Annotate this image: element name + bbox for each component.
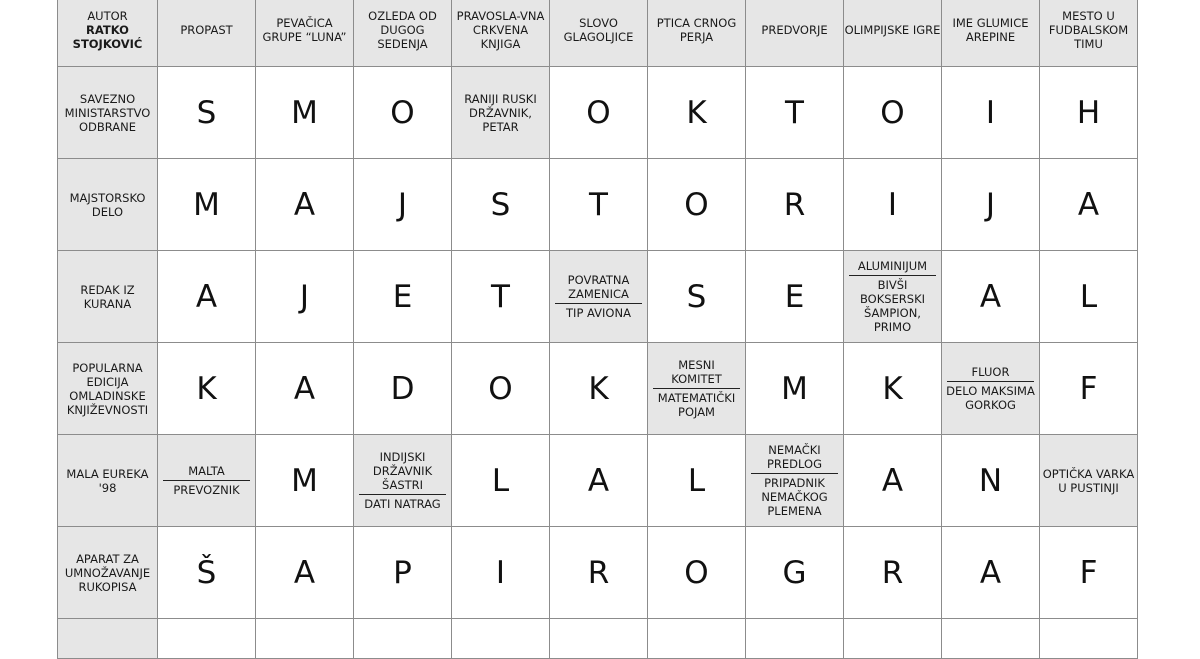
answer-cell[interactable]: A: [158, 251, 256, 343]
answer-cell[interactable]: [942, 619, 1040, 659]
answer-cell[interactable]: I: [942, 67, 1040, 159]
inline-clue-cell: RANIJI RUSKI DRŽAVNIK, PETAR: [452, 67, 550, 159]
grid-row: [58, 343, 1138, 435]
answer-cell[interactable]: [158, 619, 256, 659]
crossword-grid: [57, 0, 1138, 659]
column-clue: MESTO U FUDBALSKOM TIMU: [1040, 0, 1138, 67]
answer-cell[interactable]: K: [844, 343, 942, 435]
answer-cell[interactable]: A: [256, 159, 354, 251]
answer-cell[interactable]: [256, 619, 354, 659]
split-clue-cell: [158, 435, 256, 527]
split-clue-cell: [942, 343, 1040, 435]
row-clue: MALA EUREKA '98: [58, 435, 158, 527]
answer-cell[interactable]: S: [452, 159, 550, 251]
answer-cell[interactable]: O: [354, 67, 452, 159]
grid-row: [58, 527, 1138, 619]
answer-cell[interactable]: K: [158, 343, 256, 435]
clue-across: INDIJSKI DRŽAVNIK ŠASTRI: [372, 450, 433, 492]
column-clue: IME GLUMICE AREPINE: [942, 0, 1040, 67]
clue-down: BIVŠI BOKSERSKI ŠAMPION, PRIMO: [859, 278, 926, 334]
grid-row: [58, 67, 1138, 159]
answer-cell[interactable]: F: [1040, 343, 1138, 435]
answer-cell[interactable]: [648, 619, 746, 659]
column-clue: OLIMPIJSKE IGRE: [844, 0, 942, 67]
split-clue-cell: [844, 251, 942, 343]
clue-divider: [947, 381, 1034, 382]
answer-cell[interactable]: A: [550, 435, 648, 527]
answer-cell[interactable]: R: [746, 159, 844, 251]
split-clue-cell: [354, 435, 452, 527]
answer-cell[interactable]: I: [844, 159, 942, 251]
answer-cell[interactable]: A: [256, 527, 354, 619]
clue-across: ALUMINIJUM: [857, 259, 928, 273]
clue-across: MESNI KOMITET: [671, 358, 722, 386]
clue-divider: [653, 388, 740, 389]
clue-divider: [359, 494, 446, 495]
author-credit: [58, 0, 158, 67]
column-clue: PEVAČICA GRUPE “LUNA”: [256, 0, 354, 67]
grid-row: [58, 435, 1138, 527]
answer-cell[interactable]: M: [256, 435, 354, 527]
answer-cell[interactable]: I: [452, 527, 550, 619]
answer-cell[interactable]: O: [452, 343, 550, 435]
answer-cell[interactable]: O: [844, 67, 942, 159]
row-clue: MAJSTORSKO DELO: [58, 159, 158, 251]
answer-cell[interactable]: E: [354, 251, 452, 343]
answer-cell[interactable]: [844, 619, 942, 659]
inline-clue-cell: OPTIČKA VARKA U PUSTINJI: [1040, 435, 1138, 527]
row-clue: APARAT ZA UMNOŽAVANJE RUKOPISA: [58, 527, 158, 619]
clue-across: MALTA: [188, 464, 225, 478]
clue-down: MATEMATIČKI POJAM: [657, 391, 736, 419]
answer-cell[interactable]: [550, 619, 648, 659]
author-last-name: STOJKOVIĆ: [72, 36, 143, 51]
answer-cell[interactable]: A: [256, 343, 354, 435]
answer-cell[interactable]: K: [648, 67, 746, 159]
answer-cell[interactable]: T: [452, 251, 550, 343]
column-clue: PRAVOSLA-VNA CRKVENA KNJIGA: [452, 0, 550, 67]
answer-cell[interactable]: G: [746, 527, 844, 619]
column-clue: PTICA CRNOG PERJA: [648, 0, 746, 67]
answer-cell[interactable]: O: [648, 527, 746, 619]
answer-cell[interactable]: O: [648, 159, 746, 251]
split-clue-cell: [550, 251, 648, 343]
column-clue: PROPAST: [158, 0, 256, 67]
clue-down: DATI NATRAG: [364, 497, 441, 511]
answer-cell[interactable]: H: [1040, 67, 1138, 159]
split-clue-cell: [648, 343, 746, 435]
clue-divider: [849, 275, 936, 276]
answer-cell[interactable]: J: [256, 251, 354, 343]
column-clue: SLOVO GLAGOLJICE: [550, 0, 648, 67]
clue-across: FLUOR: [971, 365, 1010, 379]
clue-down: TIP AVIONA: [566, 306, 631, 320]
answer-cell[interactable]: J: [354, 159, 452, 251]
answer-cell[interactable]: F: [1040, 527, 1138, 619]
clue-down: PRIPADNIK NEMAČKOG PLEMENA: [761, 476, 828, 518]
author-first-name: RATKO: [86, 22, 129, 37]
clue-across: NEMAČKI PREDLOG: [766, 443, 822, 471]
answer-cell[interactable]: [746, 619, 844, 659]
answer-cell[interactable]: L: [452, 435, 550, 527]
answer-cell[interactable]: T: [746, 67, 844, 159]
answer-cell[interactable]: A: [942, 251, 1040, 343]
clue-divider: [555, 303, 642, 304]
row-clue: POPULARNA EDICIJA OMLADINSKE KNJIŽEVNOSTI: [58, 343, 158, 435]
answer-cell[interactable]: L: [648, 435, 746, 527]
answer-cell[interactable]: O: [550, 67, 648, 159]
answer-cell[interactable]: L: [1040, 251, 1138, 343]
clue-divider: [751, 473, 838, 474]
row-clue: REDAK IZ KURANA: [58, 251, 158, 343]
answer-cell[interactable]: M: [746, 343, 844, 435]
answer-cell[interactable]: A: [844, 435, 942, 527]
author-label: AUTOR: [87, 8, 128, 23]
grid-row: [58, 159, 1138, 251]
answer-cell[interactable]: J: [942, 159, 1040, 251]
clue-divider: [163, 480, 250, 481]
answer-cell[interactable]: [1040, 619, 1138, 659]
row-clue: [58, 619, 158, 659]
answer-cell[interactable]: A: [942, 527, 1040, 619]
answer-cell[interactable]: K: [550, 343, 648, 435]
answer-cell[interactable]: M: [256, 67, 354, 159]
split-clue-cell: [746, 435, 844, 527]
answer-cell[interactable]: D: [354, 343, 452, 435]
answer-cell[interactable]: R: [550, 527, 648, 619]
answer-cell[interactable]: S: [158, 67, 256, 159]
clue-across: POVRATNA ZAMENICA: [567, 273, 630, 301]
answer-cell[interactable]: A: [1040, 159, 1138, 251]
column-clue: PREDVORJE: [746, 0, 844, 67]
answer-cell[interactable]: N: [942, 435, 1040, 527]
answer-cell[interactable]: S: [648, 251, 746, 343]
answer-cell[interactable]: E: [746, 251, 844, 343]
row-clue: SAVEZNO MINISTARSTVO ODBRANE: [58, 67, 158, 159]
answer-cell[interactable]: Š: [158, 527, 256, 619]
grid-row: [58, 251, 1138, 343]
answer-cell[interactable]: T: [550, 159, 648, 251]
answer-cell[interactable]: M: [158, 159, 256, 251]
answer-cell[interactable]: P: [354, 527, 452, 619]
answer-cell[interactable]: [452, 619, 550, 659]
answer-cell[interactable]: R: [844, 527, 942, 619]
column-clue: OZLEDA OD DUGOG SEDENJA: [354, 0, 452, 67]
answer-cell[interactable]: [354, 619, 452, 659]
clue-down: DELO MAKSIMA GORKOG: [946, 384, 1035, 412]
clue-down: PREVOZNIK: [173, 483, 240, 497]
